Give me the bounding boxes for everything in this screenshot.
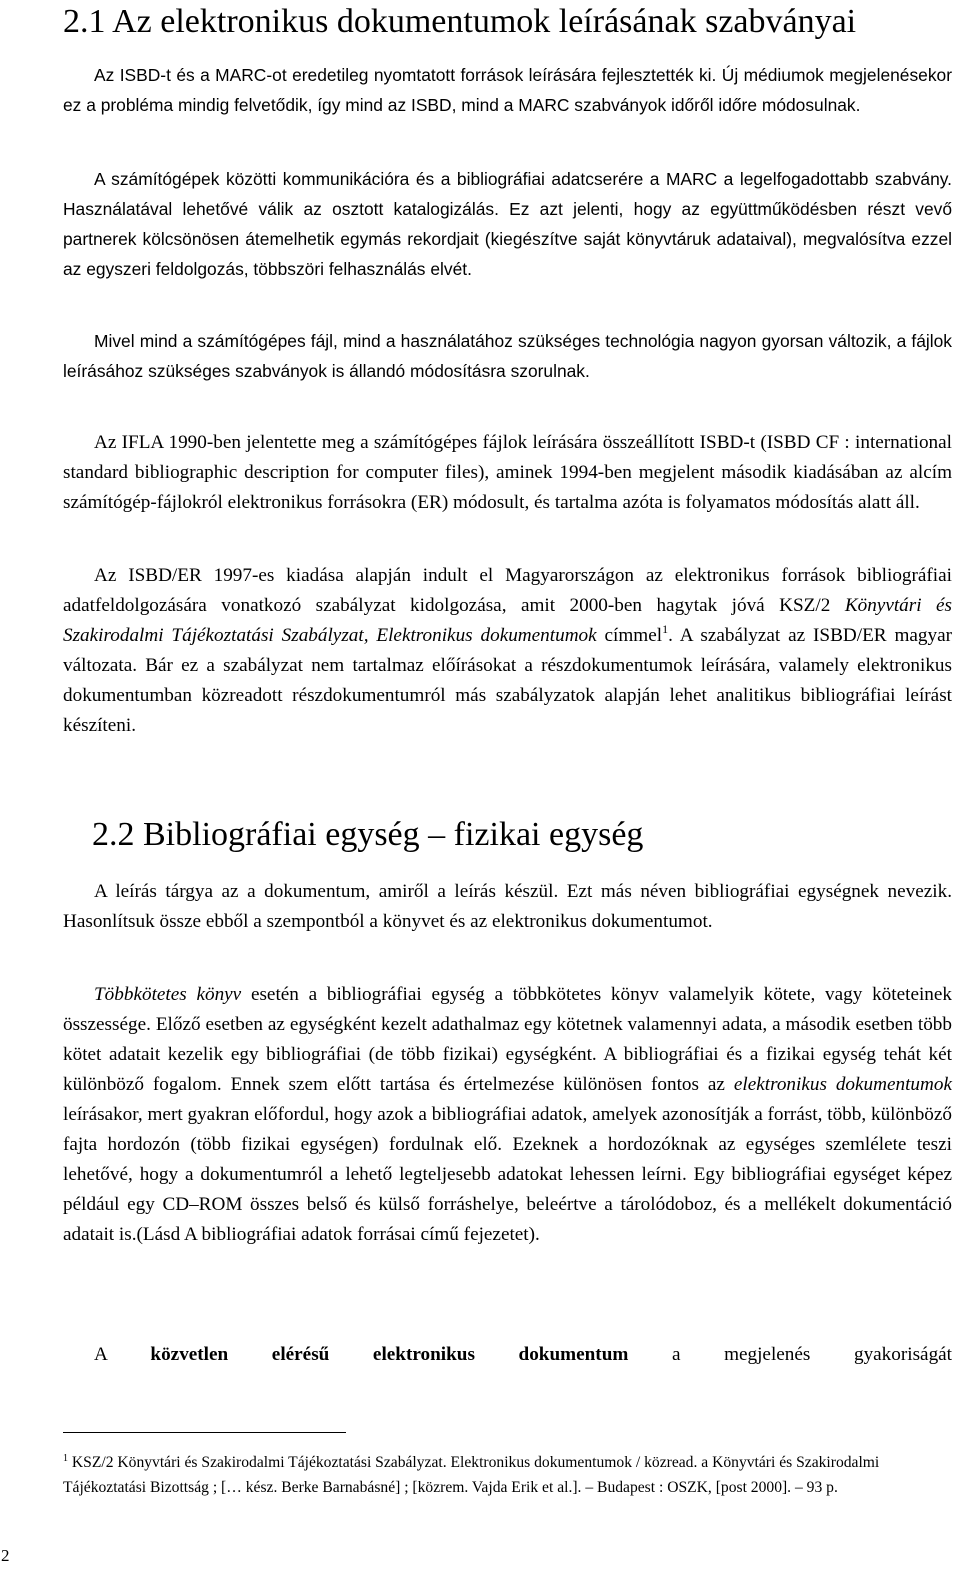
p8-strong: közvetlen elérésű elektronikus dokumentum bbox=[150, 1344, 629, 1365]
p5-text-b: címmel bbox=[596, 625, 663, 646]
paragraph-multivolume bbox=[63, 980, 952, 1250]
p8-text-a: A bbox=[94, 1344, 151, 1365]
section-heading-2-2: 2.2 Bibliográfiai egység – fizikai egység bbox=[92, 816, 644, 853]
footnote-text: KSZ/2 Könyvtári és Szakirodalmi Tájékoztatási Szabályzat. Elektronikus dokumentumok / közread. a Könyvtári és Szakirodalmi Tájékoztatási Bizottság ; [… kész. Berke Barnabásné] ; [közrem. Vajda Erik et al.]. – Budapest : OSZK, [post 2000]. – 93 p. bbox=[63, 1454, 880, 1496]
footnote-mark: 1 bbox=[63, 1453, 68, 1464]
paragraph-direct-access bbox=[63, 1340, 952, 1370]
paragraph-file-technology: Mivel mind a számítógépes fájl, mind a használatához szükséges technológia nagyon gyorsan változik, a fájlok leírásához szükséges szabványok is állandó módosításra szorulnak. bbox=[63, 331, 952, 381]
section-heading-2-1: 2.1 Az elektronikus dokumentumok leírásának szabványai bbox=[63, 3, 857, 40]
p7-emphasis-multivolume: Többkötetes könyv bbox=[94, 984, 242, 1005]
p7-text-b: leírásakor, mert gyakran előfordul, hogy azok a bibliográfiai adatok, amelyek azonosítják a forrást, több, különböző fajta hordozón (több fizikai egységen) fordulnak elő. Ezeknek a hordozóknak az egységes szemlélete teszi lehetővé, hogy a dokumentumról a lehető legteljesebb adatokat lehessen leírni. Egy bibliográfiai egységet képez például egy CD–ROM összes belső és külső forráshelye, beleértve a tárolódoboz, és a mellékelt dokumentáció adatait is.(Lásd A bibliográfiai adatok forrásai című fejezetet). bbox=[63, 1104, 952, 1245]
paragraph-marc-communication: A számítógépek közötti kommunikációra és a bibliográfiai adatcserére a MARC a legelfogadottabb szabvány. Használatával lehetővé válik az osztott katalogizálás. Ez azt jelenti, hogy az együttműködésben részt vevő partnerek kölcsönösen átemelhetik egymás rekordjait (kiegészítve saját könyvtáruk adataival), megvalósítva ezzel az egyszeri feldolgozás, többszöri felhasználás elvét. bbox=[63, 169, 952, 279]
p5-text-a: Az ISBD/ER 1997-es kiadása alapján indult el Magyarországon az elektronikus források bibliográfiai adatfeldolgozására vonatkozó szabályzat kidolgozása, amit 2000-ben hagytak jóvá KSZ/2 bbox=[63, 565, 952, 616]
footnote-separator bbox=[63, 1432, 346, 1433]
p7-text-a: esetén a bibliográfiai egység a többkötetes könyv valamelyik kötete, vagy köteteinek összessége. Előző esetben az egységként kezelt adathalmaz egy kötetnek valamennyi adata, a második esetben több kötet adatait kezelik egy bibliográfiai (de több fizikai) egységként. A bibliográfiai és a fizikai egység tehát két különböző fogalom. Ennek szem előtt tartása és értelmezése különösen fontos az bbox=[63, 984, 952, 1095]
footnote bbox=[63, 1450, 952, 1500]
paragraph-ifla-isbd-cf: Az IFLA 1990-ben jelentette meg a számítógépes fájlok leírására összeállított ISBD-t (ISBD CF : international standard bibliographic description for computer files), aminek 1994-ben megjelent második kiadásában az alcím számítógép-fájlokról elektronikus forrásokra (ER) módosult, és tartalma azóta is folyamatos módosítás alatt áll. bbox=[63, 432, 952, 513]
page-number: 2 bbox=[1, 1546, 10, 1565]
p5-text-c: . A szabályzat az ISBD/ER magyar változata. Bár ez a szabályzat nem tartalmaz előírásokat a részdokumentumok leírására, valamely elektronikus dokumentumban közreadott részdokumentumról más szabályzatok alapján lehet analitikus bibliográfiai leírást készíteni. bbox=[63, 625, 952, 736]
paragraph-isbd-marc: Az ISBD-t és a MARC-ot eredetileg nyomtatott források leírására fejlesztették ki. Új médiumok megjelenésekor ez a probléma mindig felvetődik, így mind az ISBD, mind a MARC szabványok időről időre módosulnak. bbox=[63, 65, 952, 115]
p7-emphasis-electronic: elektronikus dokumentumok bbox=[733, 1074, 952, 1095]
paragraph-description-subject: A leírás tárgya az a dokumentum, amiről a leírás készül. Ezt más néven bibliográfiai egységnek nevezik. Hasonlítsuk össze ebből a szempontból a könyvet és az elektronikus dokumentumot. bbox=[63, 881, 952, 932]
p8-text-b: a megjelenés gyakoriságát bbox=[628, 1344, 953, 1365]
p5-title: Könyvtári és Szakirodalmi Tájékoztatási Szabályzat, Elektronikus dokumentumok bbox=[63, 595, 953, 646]
paragraph-isbd-er bbox=[63, 561, 952, 741]
footnote-reference[interactable]: 1 bbox=[662, 622, 669, 636]
